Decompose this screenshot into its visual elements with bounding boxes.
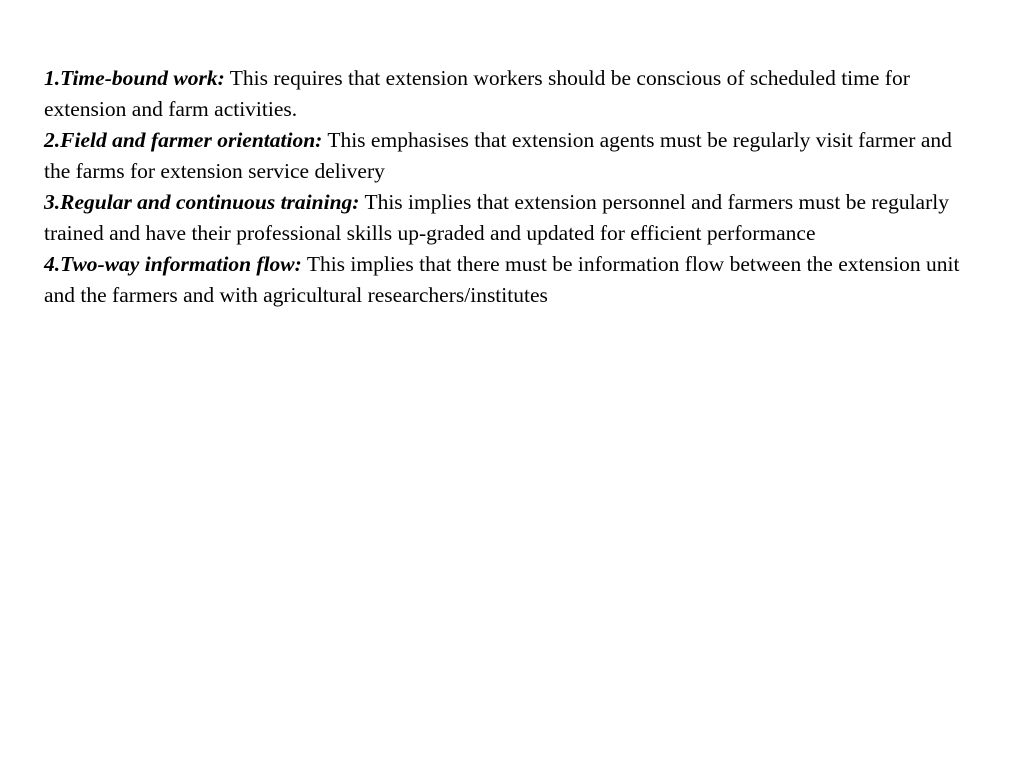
item-text: This implies that there must be information flow between the extension unit and the farmers and with agricultural researchers/institutes [44,252,960,307]
item-title: 4.Two-way information flow: [44,252,302,276]
list-item [44,63,974,125]
list-item [44,249,974,311]
slide-body [44,63,974,311]
list-item [44,125,974,187]
item-title: 3.Regular and continuous training: [44,190,360,214]
item-title: 2.Field and farmer orientation: [44,128,323,152]
item-text: This emphasises that extension agents must be regularly visit farmer and the farms for extension service delivery [44,128,952,183]
list-item [44,187,974,249]
item-text: This requires that extension workers should be conscious of scheduled time for extension and farm activities. [44,66,910,121]
item-title: 1.Time-bound work: [44,66,225,90]
item-text: This implies that extension personnel and farmers must be regularly trained and have their professional skills up-graded and updated for efficient performance [44,190,949,245]
